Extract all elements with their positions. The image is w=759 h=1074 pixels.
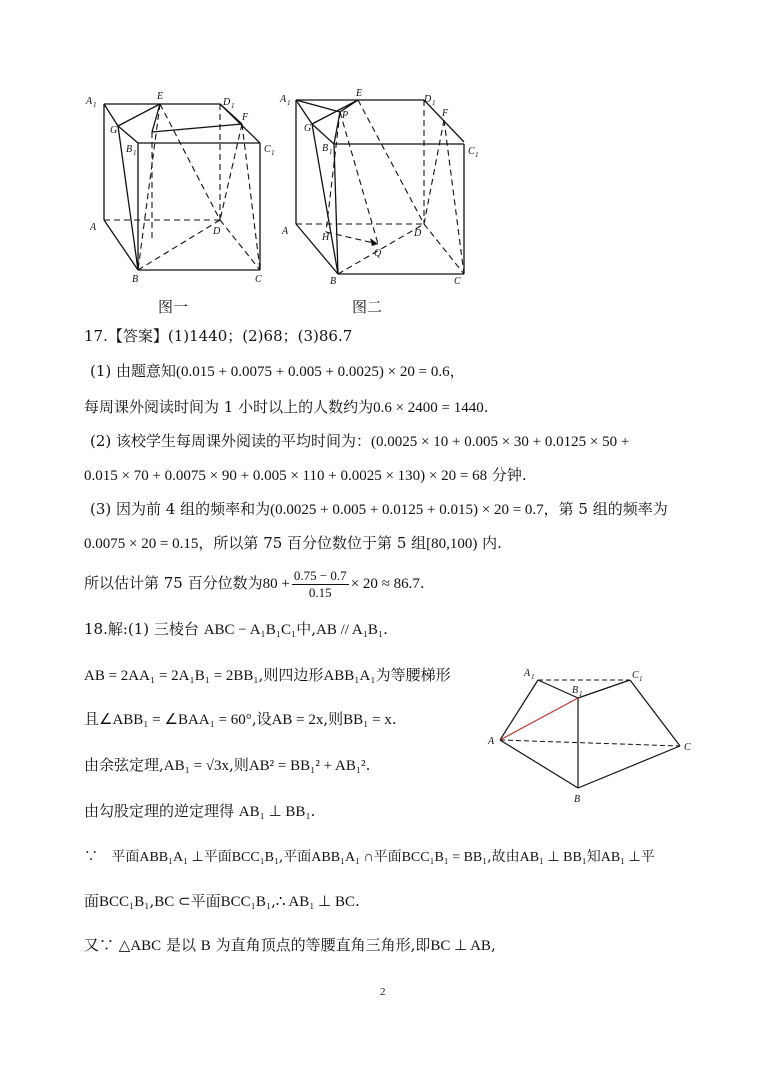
text: .: [355, 892, 360, 910]
figure-2-diagram: [276, 88, 479, 288]
q17-part1-line2: [84, 396, 489, 419]
label-sub: 1: [133, 149, 137, 157]
text: 由勾股定理的逆定理得: [84, 802, 235, 820]
formula: BCC₁B₁: [231, 850, 279, 865]
formula: (0.0025 + 0.005 + 0.0125 + 0.015) × 20 = 0.7: [270, 502, 544, 518]
q17-part3-line3: [84, 566, 425, 601]
text: .: [419, 574, 425, 592]
label-sub: 1: [579, 690, 583, 698]
text: 为等腰梯形: [375, 666, 451, 684]
formula: AB = 2x: [271, 712, 324, 728]
formula: 0.015 × 70 + 0.0075 × 90 + 0.005 × 110 + 0.0025 × 130) × 20 = 68: [84, 468, 488, 484]
formula: (0.015 + 0.0075 + 0.005 + 0.0025) × 20 = 0.6: [176, 364, 450, 380]
text: ，: [449, 362, 465, 380]
label-sub: 1: [639, 675, 643, 683]
formula: BCC₁B₁: [99, 894, 150, 910]
label-sub: 1: [432, 99, 436, 107]
formula: AB² = BB₁² + AB₁²: [248, 758, 366, 774]
label-b: B: [574, 794, 581, 805]
figure-3-diagram: [480, 660, 700, 810]
label-c1: C: [632, 670, 639, 681]
label-a1: A: [280, 94, 287, 105]
q17-part2-line1: [90, 430, 629, 453]
label-g: G: [304, 123, 312, 134]
label-d1: D: [424, 94, 432, 105]
formula: (0.0025 × 10 + 0.005 × 30 + 0.0125 × 50 +: [371, 434, 630, 450]
text: ,则: [229, 756, 249, 774]
label-h: H: [322, 232, 330, 243]
formula: AB = 2AA₁ = 2A₁B₁ = 2BB₁: [84, 668, 259, 684]
q18-line2: [84, 664, 451, 687]
text: 每周课外阅读时间为 1 小时以上的人数约为: [84, 398, 374, 416]
label-a1: A: [524, 668, 531, 679]
text: 中,: [296, 620, 317, 638]
label-f: F: [242, 112, 249, 123]
text: .: [483, 398, 489, 416]
formula: B: [200, 938, 211, 954]
text: 又∵: [84, 936, 115, 954]
q18-line4: [84, 754, 370, 777]
label-c1: C: [264, 144, 271, 155]
text: 所以估计第 75 百分位数为: [84, 574, 263, 592]
text: ,故由: [487, 849, 520, 865]
label-d: D: [213, 226, 221, 237]
text: ,: [149, 892, 155, 910]
text: (2) 该校学生每周课外阅读的平均时间为：: [90, 432, 372, 450]
text: 平面: [111, 849, 140, 865]
formula: BCC₁B₁ = BB₁: [401, 850, 488, 865]
q18-line1: [84, 618, 388, 641]
label-a: A: [488, 736, 495, 747]
text: ,平面: [278, 849, 312, 865]
label-sub: 1: [329, 148, 333, 156]
text: 平: [640, 849, 655, 865]
label-a: A: [90, 222, 97, 233]
label-b1: B: [322, 143, 329, 154]
text: (1) 由题意知: [90, 362, 177, 380]
q18-line8: [84, 934, 496, 957]
label-d: D: [414, 228, 422, 239]
label-c: C: [255, 274, 262, 285]
text: .: [391, 710, 397, 728]
figure-2: [276, 88, 479, 292]
page-number: 2: [380, 986, 386, 998]
formula: ABB₁A₁: [323, 668, 376, 684]
formula: AB₁ = √3x: [163, 758, 230, 774]
formula: BC ⊂: [154, 894, 191, 910]
formula: AB₁ ⊥ BB₁: [238, 804, 311, 820]
label-sub: 1: [271, 149, 275, 157]
text: ，第 5 组的频率为: [543, 500, 668, 518]
text: ,则四边形: [258, 666, 324, 684]
label-g: G: [110, 125, 118, 136]
q17-header: 17.【答案】(1)1440；(2)68；(3)86.7: [84, 327, 353, 345]
label-b1: B: [572, 685, 579, 696]
label-c: C: [684, 742, 691, 753]
label-a: A: [282, 226, 289, 237]
label-d1: D: [223, 97, 231, 108]
label-c1: C: [468, 146, 475, 157]
figure-2-caption: 图二: [352, 298, 383, 316]
text: ,则: [323, 710, 344, 728]
denominator: 0.15: [308, 584, 332, 600]
q17-part3-line1: [90, 498, 668, 521]
label-sub: 1: [475, 151, 479, 159]
formula: AB₁ ⊥: [600, 850, 641, 865]
text: 平面: [203, 849, 232, 865]
label-b: B: [330, 276, 337, 287]
formula: AB // A₁B₁: [316, 622, 384, 638]
q17-part1-line1: [90, 360, 465, 383]
label-a1: A: [86, 96, 93, 107]
text: (3) 因为前 4 组的频率和为: [90, 500, 271, 518]
q18-line3: [84, 708, 397, 731]
formula: [80,100): [426, 536, 478, 552]
formula: BC ⊥ AB: [430, 938, 491, 954]
text: 由余弦定理,: [84, 756, 164, 774]
figure-1-diagram: [80, 88, 280, 288]
label-q: Q: [374, 248, 382, 259]
formula: BCC₁B₁: [220, 894, 272, 910]
because-symbol: ∵: [84, 849, 98, 865]
text: 是以: [165, 936, 196, 954]
text: 为直角顶点的等腰直角三角形,即: [215, 936, 431, 954]
formula: ∴ AB₁ ⊥ BC: [275, 894, 355, 910]
text: ,: [271, 892, 276, 910]
text: 且: [84, 710, 100, 728]
text: ，所以第 75 百分位数位于第 5 组: [198, 534, 427, 552]
label-sub: 1: [93, 101, 97, 109]
text: ,设: [251, 710, 272, 728]
formula: ABC − A₁B₁C₁: [203, 622, 297, 638]
text: 内.: [482, 534, 502, 552]
text: .: [383, 620, 388, 638]
q18-line6: [84, 846, 655, 869]
q18-line5: [84, 800, 315, 823]
numerator: 0.75 − 0.7: [293, 567, 347, 583]
q18-line7: [84, 890, 360, 913]
formula: × 20 ≈ 86.7: [350, 576, 420, 592]
text: 知: [586, 849, 601, 865]
formula: ABB₁A₁ ⊥: [139, 850, 204, 865]
label-b: B: [132, 274, 139, 285]
label-p: P: [342, 110, 349, 121]
text: .: [365, 756, 371, 774]
label-e: E: [356, 88, 363, 99]
label-c: C: [454, 276, 461, 287]
text: 18.解:(1) 三棱台: [84, 620, 199, 638]
formula: ∠ABB₁ = ∠BAA₁ = 60°: [99, 712, 252, 728]
label-b1: B: [126, 144, 133, 155]
text: 面: [84, 892, 100, 910]
q17-part3-line2: [84, 532, 502, 555]
text: 分钟.: [491, 466, 527, 484]
text: .: [310, 802, 316, 820]
figure-1: [80, 88, 280, 292]
figure-3: [480, 660, 700, 814]
fraction: [292, 568, 349, 601]
formula: AB₁ ⊥ BB₁: [519, 850, 587, 865]
label-sub: 1: [231, 102, 235, 110]
formula: △ABC: [118, 938, 162, 954]
q17-part2-line2: [84, 464, 527, 487]
text: ,: [490, 936, 496, 954]
text: 平面: [373, 849, 402, 865]
label-sub: 1: [287, 99, 291, 107]
text: 平面: [190, 892, 221, 910]
label-f: F: [442, 108, 449, 119]
formula: 0.6 × 2400 = 1440: [373, 400, 484, 416]
formula: ABB₁A₁ ∩: [311, 850, 374, 865]
label-sub: 1: [531, 673, 535, 681]
figure-1-caption: 图一: [158, 298, 189, 316]
formula: BB₁ = x: [343, 712, 392, 728]
formula: 80 +: [262, 576, 290, 592]
formula: 0.0075 × 20 = 0.15: [84, 536, 199, 552]
label-e: E: [157, 91, 164, 102]
